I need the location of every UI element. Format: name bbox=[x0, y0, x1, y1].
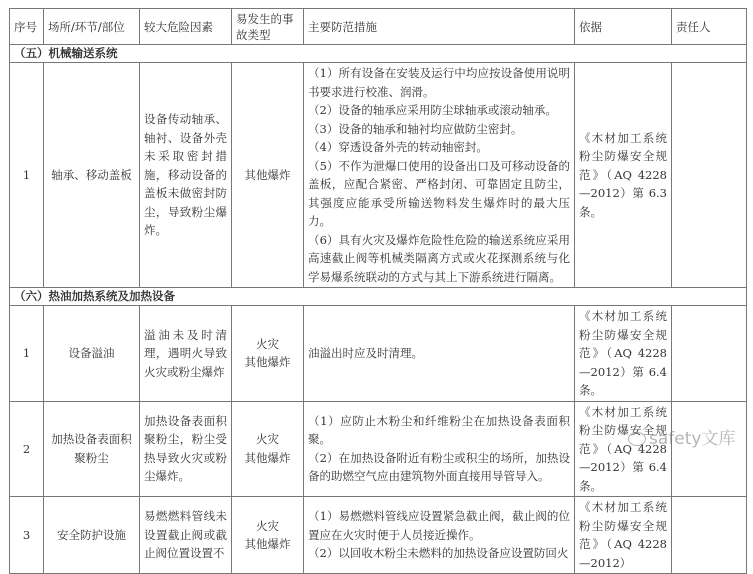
accident-type: 其他爆炸 bbox=[244, 450, 291, 465]
measure-item: （6）具有火灾及爆炸危险性危险的输送系统应采用高速截止阀等机械类隔离方式或火花探测系统与化学易爆系统联动的方式与其上下游系统进行隔离。 bbox=[308, 232, 570, 284]
cell-hazard: 溢油未及时清理，遇明火导致火灾或粉尘爆炸 bbox=[140, 306, 232, 402]
table-row bbox=[10, 306, 747, 402]
cell-owner bbox=[672, 497, 747, 574]
header-basis: 依据 bbox=[575, 9, 672, 45]
cell-basis: 《木材加工系统粉尘防爆安全规范》（AQ 4228—2012）第 6.4 条。 bbox=[575, 306, 672, 402]
cell-hazard: 设备传动轴承、轴衬、设备外壳未采取密封措施，移动设备的盖板未做密封防尘，导致粉尘爆炸。 bbox=[140, 63, 232, 288]
header-owner: 责任人 bbox=[672, 9, 747, 45]
measure-item: （3）设备的轴承和轴衬均应做防尘密封。 bbox=[308, 121, 523, 136]
header-hazard: 较大危险因素 bbox=[140, 9, 232, 45]
cell-accident bbox=[232, 63, 304, 288]
cell-measures bbox=[304, 401, 575, 497]
accident-type: 火灾 bbox=[256, 336, 279, 351]
accident-type: 其他爆炸 bbox=[244, 537, 291, 551]
cell-place: 安全防护设施 bbox=[44, 497, 140, 574]
header-place: 场所/环节/部位 bbox=[44, 9, 140, 45]
cell-owner bbox=[672, 63, 747, 288]
cell-place: 加热设备表面积聚粉尘 bbox=[44, 401, 140, 497]
cell-hazard: 加热设备表面积聚粉尘，粉尘受热导致火灾或粉尘爆炸。 bbox=[140, 401, 232, 497]
measure-item: （1）应防止木粉尘和纤维粉尘在加热设备表面积聚。 bbox=[308, 413, 570, 447]
cell-owner bbox=[672, 306, 747, 402]
accident-type: 其他爆炸 bbox=[244, 355, 291, 370]
table-row bbox=[10, 497, 747, 574]
section-title: （五）机械输送系统 bbox=[10, 45, 747, 63]
cell-measures bbox=[304, 63, 575, 288]
section-row bbox=[10, 288, 747, 306]
measure-item: （2）设备的轴承应采用防尘球轴承或滚动轴承。 bbox=[308, 103, 557, 117]
cell-accident bbox=[232, 497, 304, 574]
cell-basis: 《木材加工系统粉尘防爆安全规范》（AQ 4228—2012） bbox=[575, 497, 672, 574]
measure-item: （5）不作为泄爆口使用的设备出口及可移动设备的盖板，应配合紧密、严格封闭、可靠固定且防尘，其强度应能承受所输送物料发生爆炸时的最大压力。 bbox=[308, 158, 570, 228]
cell-basis: 《木材加工系统粉尘防爆安全规范》（AQ 4228—2012）第 6.3 条。 bbox=[575, 63, 672, 288]
measure-item: （2）在加热设备附近有粉尘或积尘的场所，加热设备的助燃空气应由建筑物外面直接用导管导入。 bbox=[308, 450, 570, 484]
header-measures: 主要防范措施 bbox=[304, 9, 575, 45]
cell-place: 设备溢油 bbox=[44, 306, 140, 402]
section-title: （六）热油加热系统及加热设备 bbox=[10, 288, 747, 306]
measure-item: （1）所有设备在安装及运行中均应按设备使用说明书要求进行校准、润滑。 bbox=[308, 66, 570, 99]
cell-basis: 《木材加工系统粉尘防爆安全规范》（AQ 4228—2012）第 6.4 条。 bbox=[575, 401, 672, 497]
section-row bbox=[10, 45, 747, 63]
accident-type: 其他爆炸 bbox=[244, 167, 291, 182]
cell-no: 1 bbox=[10, 63, 44, 288]
measure-item: 油溢出时应及时清理。 bbox=[308, 346, 423, 360]
cell-measures bbox=[304, 306, 575, 402]
measure-item: （2）以回收木粉尘未燃料的加热设备应设置防回火 bbox=[308, 546, 569, 561]
accident-type: 火灾 bbox=[256, 518, 279, 533]
header-accident: 易发生的事故类型 bbox=[232, 9, 304, 45]
table-row bbox=[10, 63, 747, 288]
wechat-logo-icon bbox=[628, 432, 646, 446]
cell-hazard: 易燃燃料管线未设置截止阀或截止阀位置设置不 bbox=[140, 497, 232, 574]
cell-no: 3 bbox=[10, 497, 44, 574]
header-row bbox=[10, 9, 747, 45]
cell-accident bbox=[232, 401, 304, 497]
header-no: 序号 bbox=[10, 9, 44, 45]
measure-item: （1）易燃燃料管线应设置紧急截止阀，截止阀的位置应在火灾时便于人员接近操作。 bbox=[308, 509, 570, 542]
hazard-table bbox=[9, 8, 747, 574]
cell-accident bbox=[232, 306, 304, 402]
cell-place: 轴承、移动盖板 bbox=[44, 63, 140, 288]
cell-no: 2 bbox=[10, 401, 44, 497]
cell-measures bbox=[304, 497, 575, 574]
accident-type: 火灾 bbox=[256, 432, 279, 447]
cell-no: 1 bbox=[10, 306, 44, 402]
measure-item: （4）穿透设备外壳的转动轴密封。 bbox=[308, 140, 488, 154]
watermark: safety文库 bbox=[628, 424, 735, 449]
